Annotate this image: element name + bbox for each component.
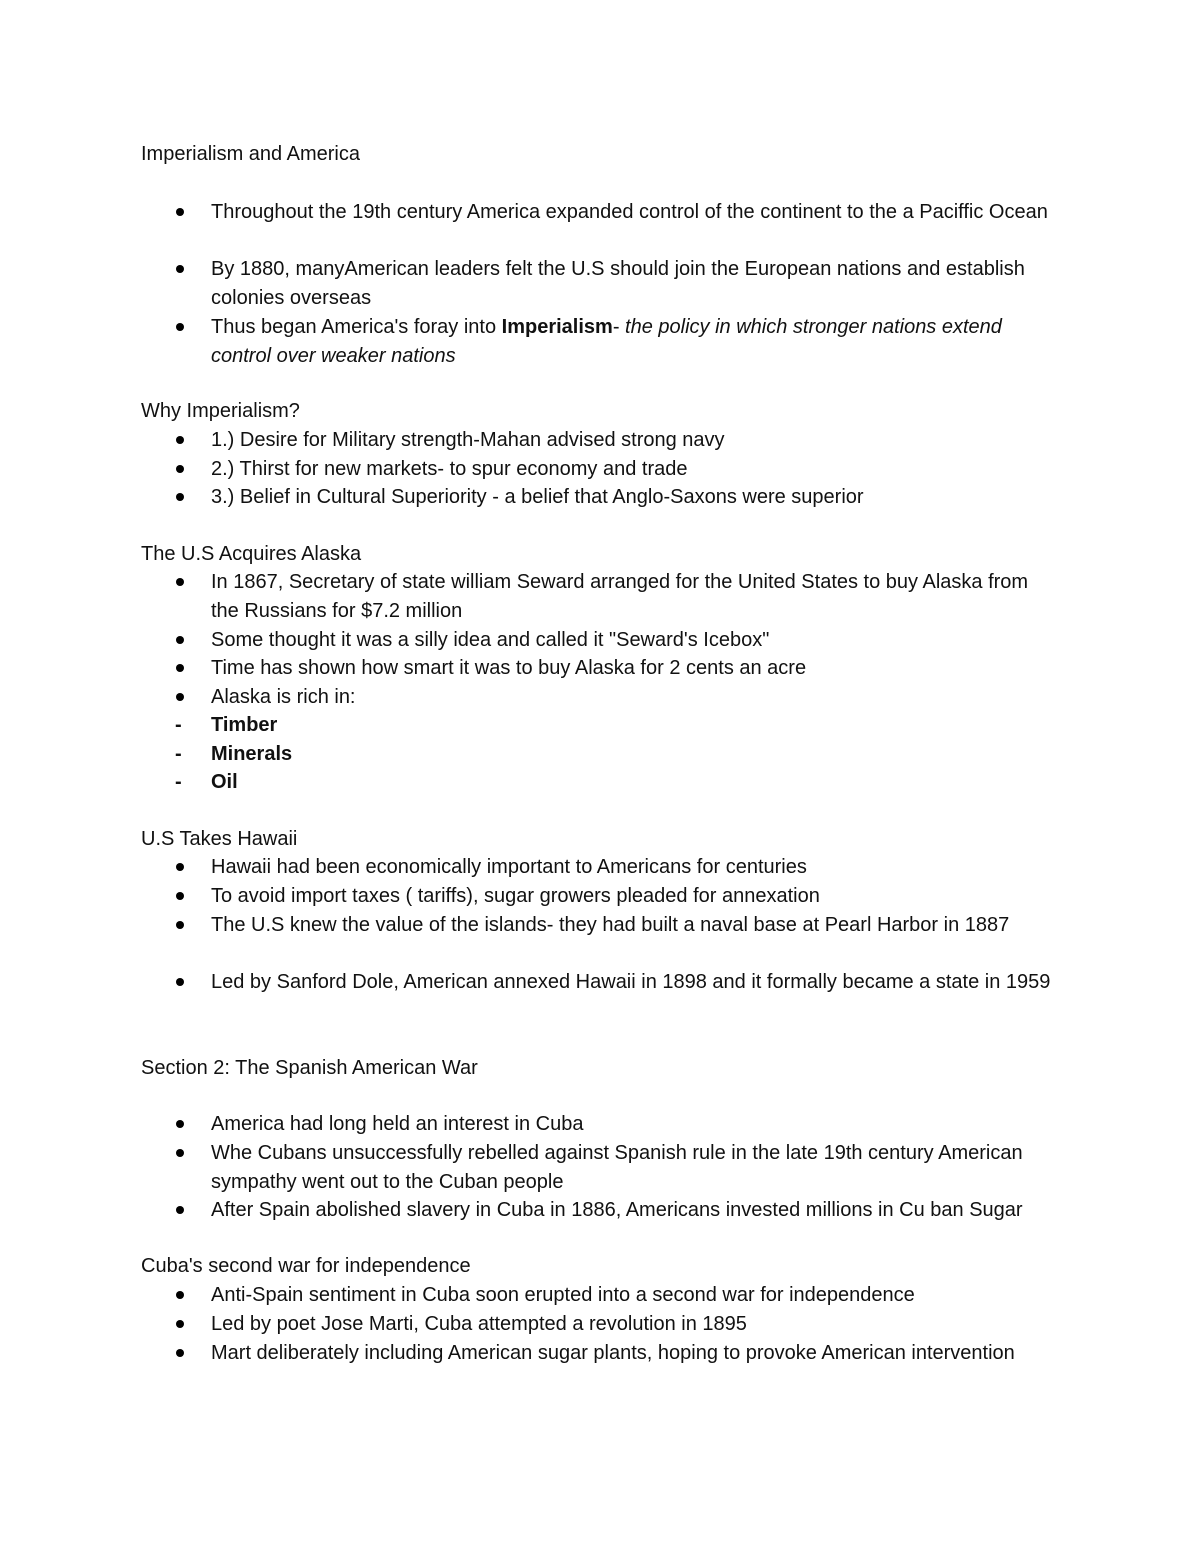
list-item-text: Alaska is rich in: [211,686,356,708]
resource-label: Timber [211,714,278,736]
resource-item-timber [175,711,1061,740]
list-item-text: Throughout the 19th century America expanded control of the continent to the a Paciffic Ocean [211,201,1048,223]
list-item-text: Hawaii had been economically important to Americans for centuries [211,856,807,878]
imperialism-prefix: Thus began America's foray into [211,316,502,338]
bullet-icon [176,1349,184,1357]
list-item-text: Mart deliberately including American sugar plants, hoping to provoke American intervention [211,1342,1015,1364]
list-item-text: 2.) Thirst for new markets- to spur economy and trade [211,458,688,480]
list-item-text: 1.) Desire for Military strength-Mahan advised strong navy [211,429,725,451]
resource-item-minerals [175,740,1061,769]
bullet-icon [176,1206,184,1214]
bullet-icon [176,636,184,644]
list-item-text: The U.S knew the value of the islands- they had built a naval base at Pearl Harbor in 1887 [211,914,1010,936]
list-item [211,1196,1061,1225]
list-item-text: To avoid import taxes ( tariffs), sugar growers pleaded for annexation [211,885,820,907]
list-item-text: Whe Cubans unsuccessfully rebelled against Spanish rule in the late 19th century American sympathy went out to the Cuban people [211,1142,1023,1193]
bullet-icon [176,921,184,929]
list-item [211,1110,1061,1139]
resource-label: Oil [211,771,238,793]
list-item [211,882,1061,911]
bullet-icon [176,978,184,986]
bullet-icon [176,863,184,871]
list-item-text: Time has shown how smart it was to buy Alaska for 2 cents an acre [211,657,807,679]
bullet-icon [176,578,184,586]
list-item-text: 3.) Belief in Cultural Superiority - a belief that Anglo-Saxons were superior [211,486,864,508]
list-item [211,853,1061,882]
dash-marker: - [175,771,182,793]
list-item [211,426,1061,455]
dash-marker: - [175,743,182,765]
list-item-text: Led by Sanford Dole, American annexed Hawaii in 1898 and it formally became a state in 1959 [211,971,1051,993]
heading-us-takes-hawaii: U.S Takes Hawaii [141,828,298,850]
list-item [211,198,1061,227]
bullet-icon [176,208,184,216]
imperialism-definition: the policy in which stronger nations extend control over weaker nations [211,316,1002,367]
list-item [211,568,1061,625]
list-item [211,255,1061,312]
bullet-icon [176,436,184,444]
list-item [211,455,1061,484]
definition-dash: - [612,316,626,338]
resource-label: Minerals [211,743,293,765]
imperialism-term: Imperialism [501,316,613,338]
list-item [211,1310,1061,1339]
bullet-icon [176,265,184,273]
resource-item-oil [175,768,1061,797]
list-item-text: Anti-Spain sentiment in Cuba soon erupted into a second war for independence [211,1284,915,1306]
bullet-icon [176,1291,184,1299]
bullet-icon [176,1120,184,1128]
list-item-text: America had long held an interest in Cuba [211,1113,584,1135]
bullet-icon [176,693,184,701]
list-item [211,1139,1061,1196]
list-item [211,1281,1061,1310]
heading-us-acquires-alaska: The U.S Acquires Alaska [141,543,362,565]
list-item-text: By 1880, manyAmerican leaders felt the U.S should join the European nations and establish colonies overseas [211,258,1025,309]
list-item [211,683,1061,712]
bullet-icon [176,323,184,331]
bullet-icon [176,1149,184,1157]
heading-imperialism-and-america: Imperialism and America [141,143,360,165]
list-item [211,1339,1061,1368]
list-item-text: Led by poet Jose Marti, Cuba attempted a revolution in 1895 [211,1313,747,1335]
list-item [211,626,1061,655]
list-item [211,911,1061,940]
bullet-icon [176,493,184,501]
list-item [211,968,1061,997]
dash-marker: - [175,714,182,736]
bullet-icon [176,664,184,672]
list-item [211,483,1061,512]
heading-spanish-american-war: Section 2: The Spanish American War [141,1057,478,1079]
bullet-icon [176,1320,184,1328]
heading-why-imperialism: Why Imperialism? [141,400,300,422]
heading-cuba-second-war: Cuba's second war for independence [141,1255,471,1277]
bullet-icon [176,465,184,473]
list-item-text: In 1867, Secretary of state william Seward arranged for the United States to buy Alaska from the Russians for $7.2 million [211,571,1029,622]
list-item-text: Some thought it was a silly idea and called it "Seward's Icebox" [211,629,770,651]
list-item-text: After Spain abolished slavery in Cuba in 1886, Americans invested millions in Cu ban Sugar [211,1199,1023,1221]
list-item [211,313,1061,370]
bullet-icon [176,892,184,900]
list-item [211,654,1061,683]
